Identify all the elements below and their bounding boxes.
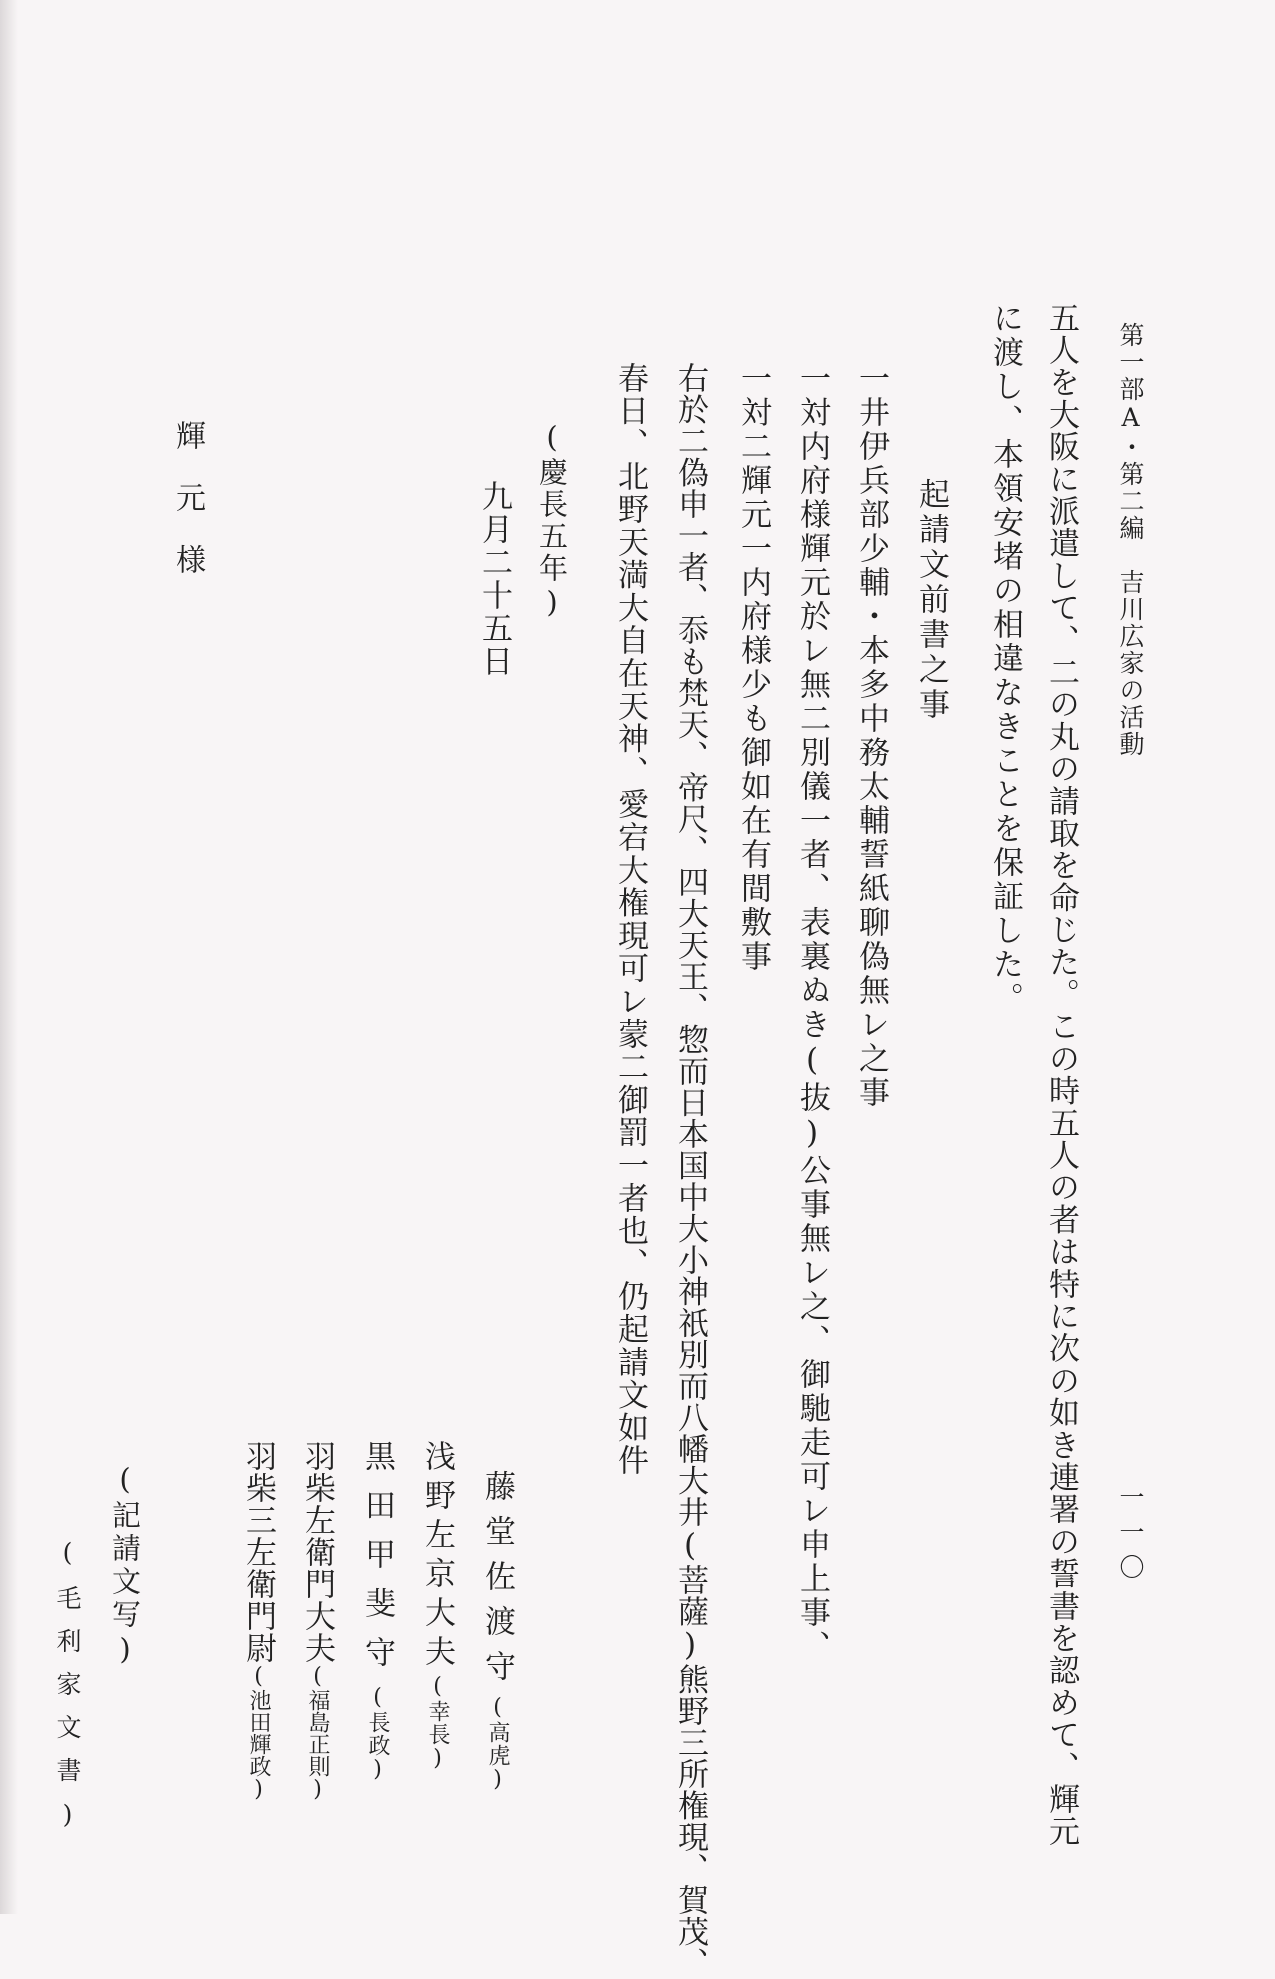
source-citation: (毛利家文書) (53, 1538, 82, 1847)
page-number: 一一〇 (1116, 1484, 1145, 1589)
signatory-note: (幸長) (425, 1674, 450, 1772)
signatory-note: (高虎) (485, 1695, 510, 1793)
signatory-2 (419, 1440, 455, 1772)
intro-line-2: に渡し、本領安堵の相違なきことを保証した。 (987, 302, 1023, 1016)
signatory-name: 黒田甲斐守 (359, 1440, 395, 1685)
signatory-name: 藤堂佐渡守 (479, 1470, 515, 1695)
signatory-note: (長政) (365, 1685, 390, 1783)
running-title: 第一部A・第二編 吉川広家の活動 (1116, 322, 1145, 758)
signatory-name: 羽柴左衛門大夫 (299, 1440, 335, 1664)
document-heading: 起請文前書之事 (913, 478, 949, 723)
copy-note: (記請文写) (108, 1462, 142, 1670)
article-1: 一井伊兵部少輔・本多中務太輔誓紙聊偽無レ之事 (853, 362, 889, 1110)
intro-line-1: 五人を大阪に派遣して、二の丸の請取を命じた。この時五人の者は特に次の如き連署の誓書を認めて、輝元 (1043, 302, 1079, 1848)
date: 九月二十五日 (476, 480, 512, 678)
signatory-name: 浅野左京大夫 (419, 1440, 455, 1674)
signatory-name: 羽柴三左衛門尉 (240, 1440, 276, 1664)
signatory-4 (299, 1440, 335, 1802)
oath-line-2: 春日、北野天満大自在天神、愛宕大権現可レ蒙二御罰一者也、仍起請文如件 (612, 362, 648, 1478)
signatory-3 (359, 1440, 395, 1783)
oath-line-1: 右於二偽申一者、忝も梵天、帝尺、四大天王、惣而日本国中大小神祇別而八幡大井(菩薩)熊野三所権現、賀茂、 (672, 362, 708, 1979)
era-note: (慶長五年) (535, 420, 569, 622)
signatory-note: (池田輝政) (246, 1664, 271, 1802)
article-3: 一対二輝元一内府様少も御如在有間敷事 (735, 362, 771, 974)
addressee: 輝元様 (170, 420, 205, 606)
page-edge-shadow (0, 0, 18, 1914)
signatory-5 (240, 1440, 276, 1802)
signatory-1 (479, 1470, 515, 1793)
signatory-note: (福島正則) (305, 1664, 330, 1802)
article-2: 一対内府様輝元於レ無二別儀一者、表裏ぬき(抜)公事無レ之、御馳走可レ申上事、 (794, 362, 830, 1664)
